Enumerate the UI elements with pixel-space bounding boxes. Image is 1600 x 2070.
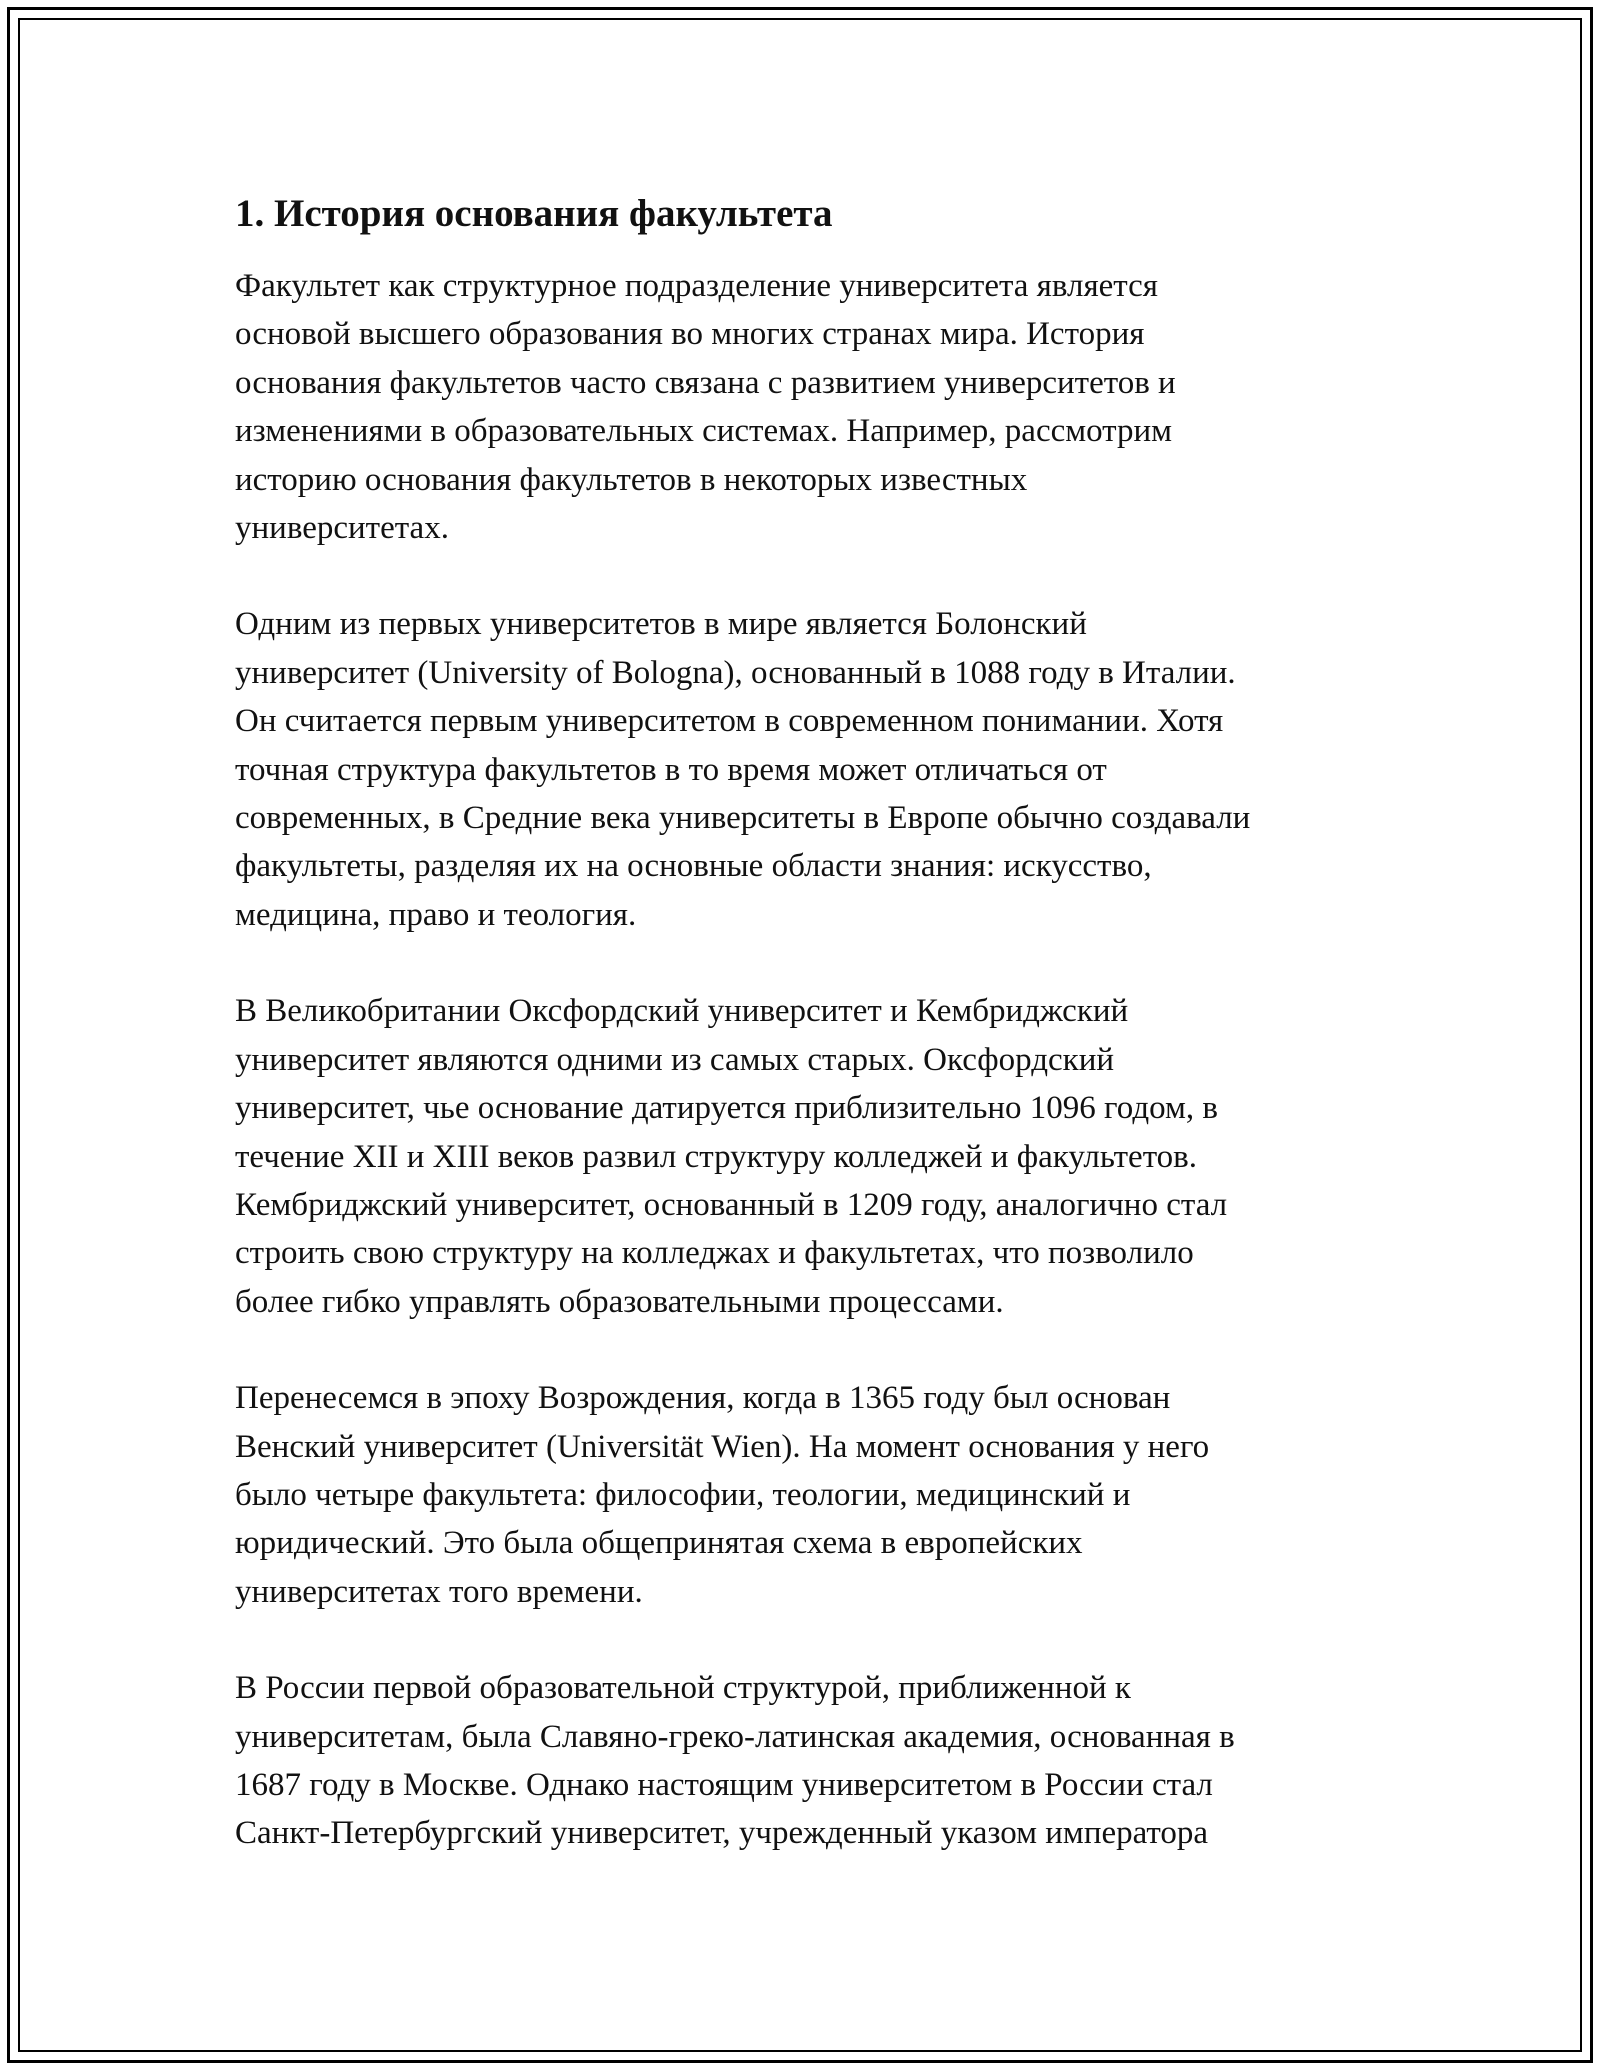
document-body bbox=[235, 188, 1385, 1906]
section-heading: 1. История основания факультета bbox=[235, 192, 833, 235]
paragraph-intro: Факультет как структурное подразделение университета является основой высшего образования во многих странах мира. История основания факультетов часто связана с развитием университетов и изменениями в образовательных системах. Например, рассмотрим историю основания факультетов в некоторых известных университетах. bbox=[235, 268, 1176, 547]
paragraph-russia: В России первой образовательной структурой, приближенной к университетам, была Славяно-греко-латинская академия, основанная в 1687 году в Москве. Однако настоящим университетом в России стал Санкт-Петербургский университет, учрежденный указом императора bbox=[235, 1670, 1235, 1852]
paragraph-oxford-cambridge: В Великобритании Оксфордский университет и Кембриджский университет являются одними из самых старых. Оксфордский университет, чье основание датируется приблизительно 1096 годом, в течение XII и XIII веков развил структуру колледжей и факультетов. Кембриджский университет, основанный в 1209 году, аналогично стал строить свою структуру на колледжах и факультетах, что позволило более гибко управлять образовательными процессами. bbox=[235, 993, 1228, 1320]
paragraph-bologna: Одним из первых университетов в мире является Болонский университет (University of Bologna), основанный в 1088 году в Италии. Он считается первым университетом в современном понимании. Хотя точная структура факультетов в то время может отличаться от современных, в Средние века университеты в Европе обычно создавали факультеты, разделяя их на основные области знания: искусство, медицина, право и теология. bbox=[235, 606, 1251, 933]
paragraph-vienna: Перенесемся в эпоху Возрождения, когда в 1365 году был основан Венский университет (Universität Wien). На момент основания у него было четыре факультета: философии, теологии, медицинский и юридический. Это была общепринятая схема в европейских университетах того времени. bbox=[235, 1380, 1210, 1610]
